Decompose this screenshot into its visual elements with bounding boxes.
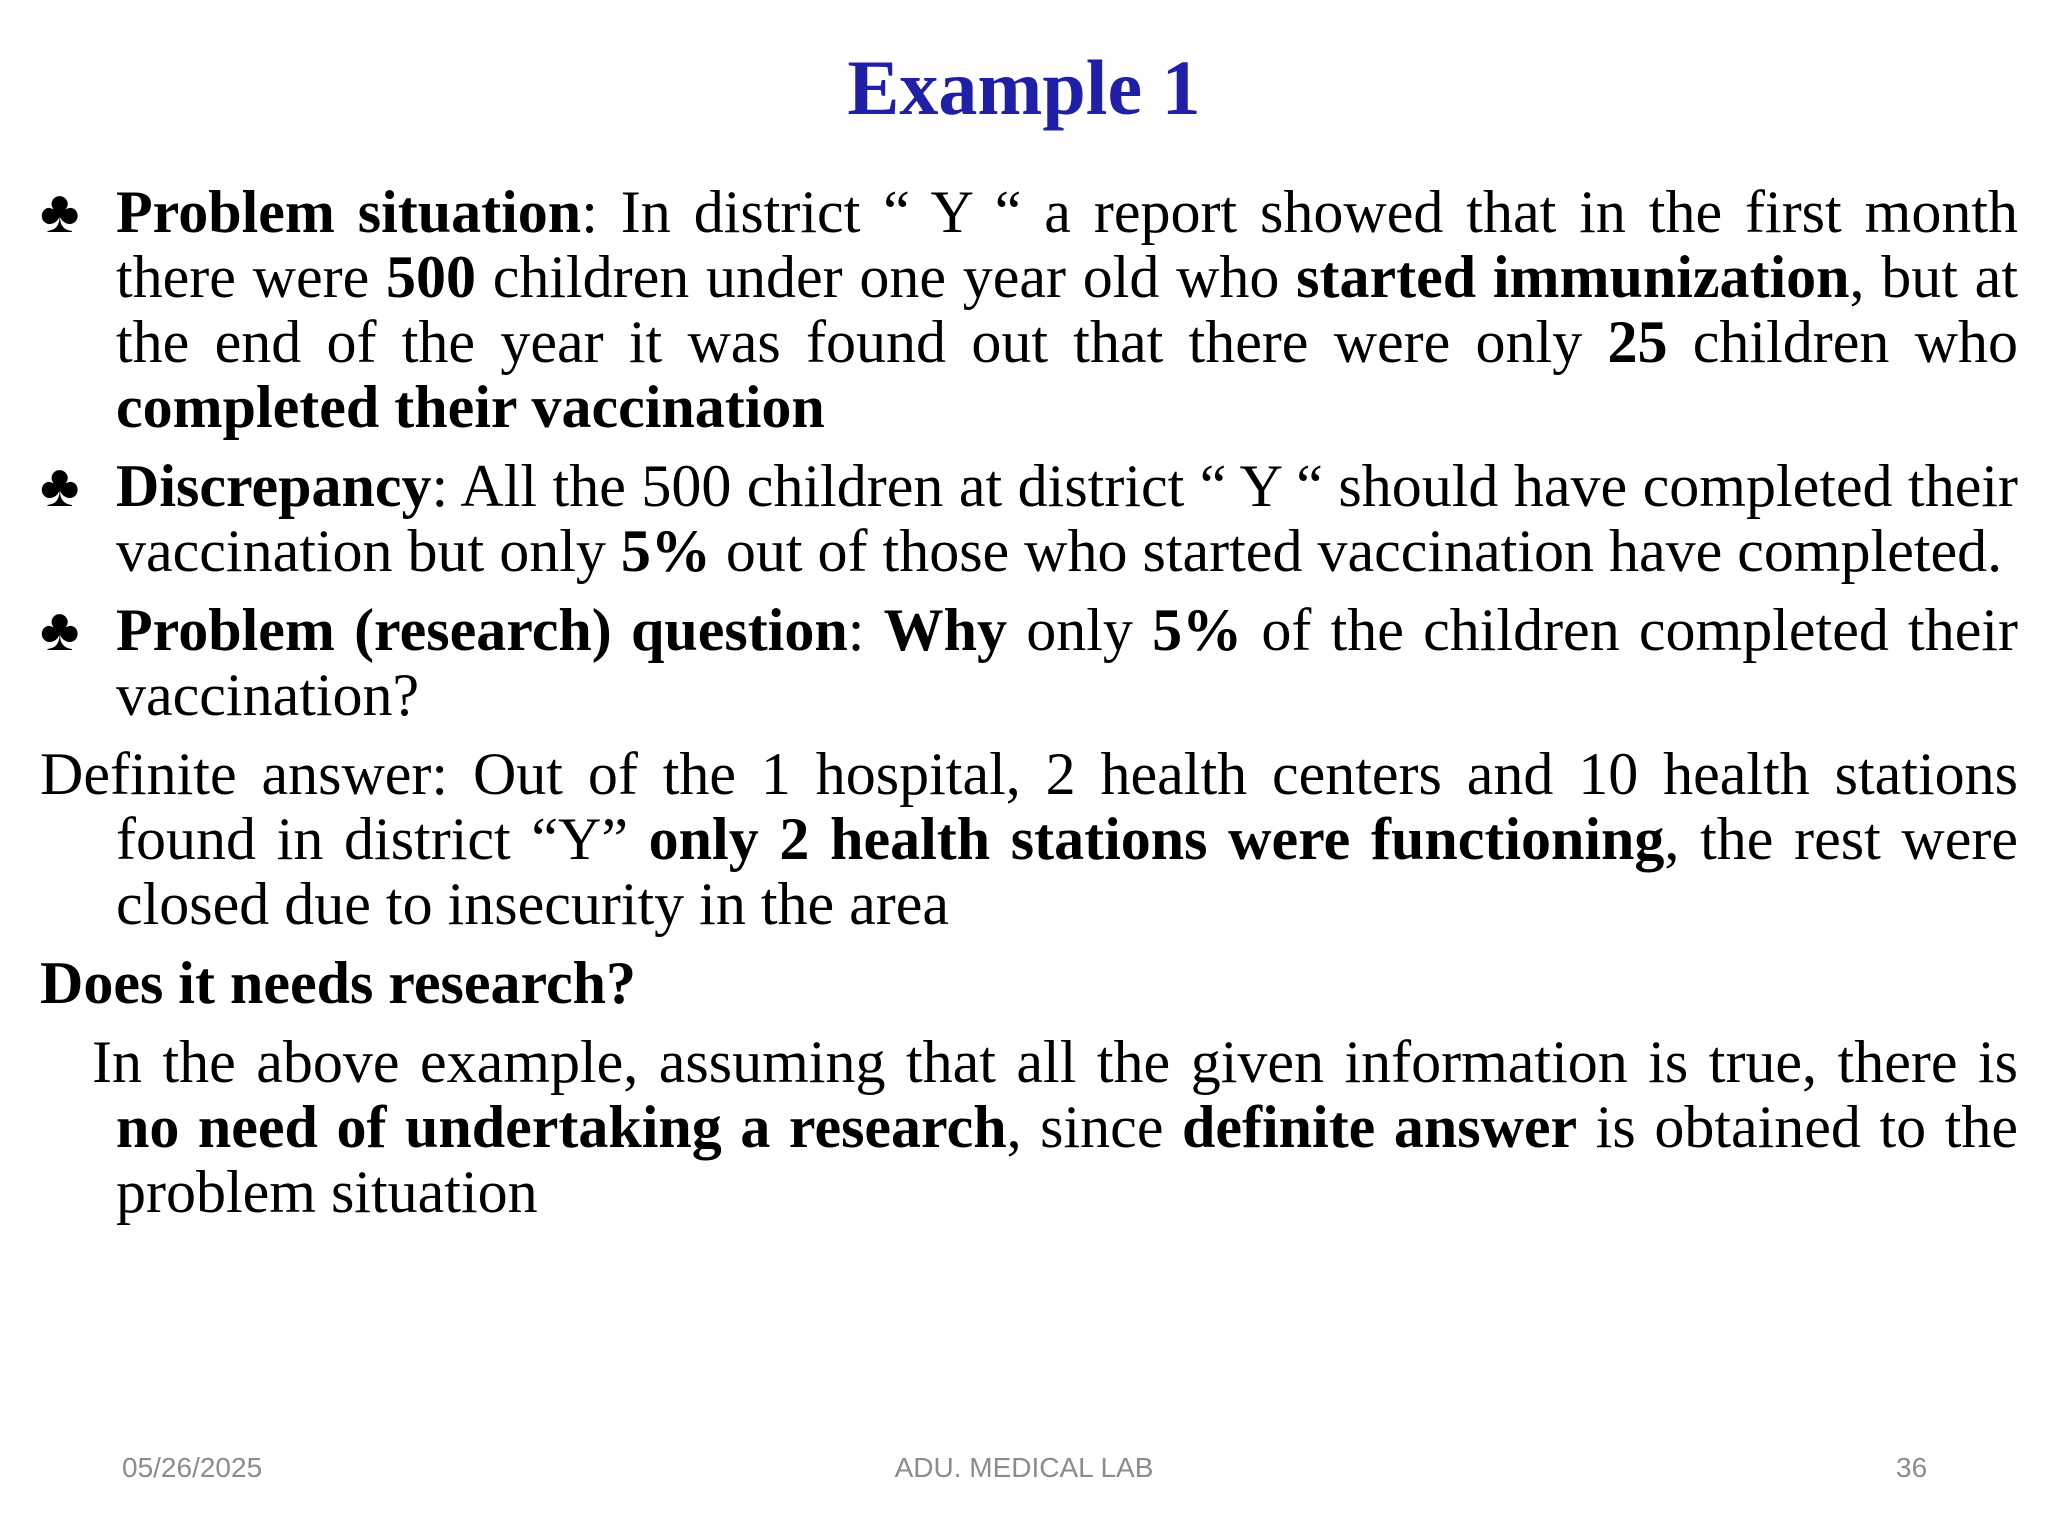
bold-run: only 2 health stations were functioning: [648, 806, 1665, 872]
bold-run: started immunization: [1296, 244, 1850, 310]
footer-page-number: 36: [1896, 1452, 1928, 1483]
text-run: : In district “ Y “ a report showed that in the first month there were: [116, 179, 2018, 310]
problem-situation-label: Problem situation: [116, 179, 582, 245]
club-bullet-icon: ♣: [40, 179, 80, 245]
text-run: is obtained to the problem situation: [116, 1094, 2019, 1225]
footer-date: 05/26/2025: [122, 1452, 263, 1483]
text-run: children who: [1667, 309, 2018, 375]
text-run: children under one year old who: [475, 244, 1297, 310]
club-bullet-icon: ♣: [40, 597, 80, 663]
discrepancy-paragraph: [40, 454, 2018, 584]
bold-run: no need of undertaking a research: [116, 1094, 1007, 1160]
footer-center-text: ADU. MEDICAL LAB: [894, 1452, 1154, 1483]
text-run: out of those who started vaccination have completed.: [710, 518, 2003, 584]
text-run: Definite answer: Out of the 1 hospital, 2 health centers and 10 health stations found in district “Y”: [40, 741, 2018, 872]
bold-run: definite answer: [1182, 1094, 1578, 1160]
discrepancy-label: Discrepancy: [116, 453, 432, 519]
slide-content: [40, 180, 2018, 1239]
text-run: : All the 500 children at district “ Y “ should have completed their vaccination but only: [116, 453, 2018, 584]
bold-run: completed their vaccination: [116, 374, 825, 440]
club-bullet-icon: ♣: [40, 453, 80, 519]
bold-run: 25: [1607, 309, 1668, 375]
problem-situation-paragraph: [40, 180, 2018, 440]
slide-title: Example 1: [847, 44, 1201, 131]
text-run: :: [847, 597, 884, 663]
text-run: , the rest were closed due to insecurity in the area: [116, 806, 2018, 937]
text-run: of the children completed their vaccination?: [116, 597, 2019, 728]
text-run: , since: [1006, 1094, 1183, 1160]
bold-run: 500: [385, 244, 476, 310]
research-question-label: Problem (research) question: [116, 597, 848, 663]
text-run: only: [1007, 597, 1153, 663]
bold-run: 5%: [1152, 597, 1243, 663]
definite-answer-paragraph: [40, 742, 2018, 937]
research-question-paragraph: [40, 598, 2018, 728]
needs-research-heading: [40, 951, 2018, 1016]
text-run: In the above example, assuming that all the given information is true, there is: [92, 1029, 2018, 1095]
text-run: , but at the end of the year it was found out that there were only: [116, 244, 2018, 375]
bold-run: Why: [883, 597, 1007, 663]
bold-run: 5%: [620, 518, 711, 584]
conclusion-paragraph: [40, 1030, 2018, 1225]
heading-text: Does it needs research?: [40, 950, 637, 1016]
